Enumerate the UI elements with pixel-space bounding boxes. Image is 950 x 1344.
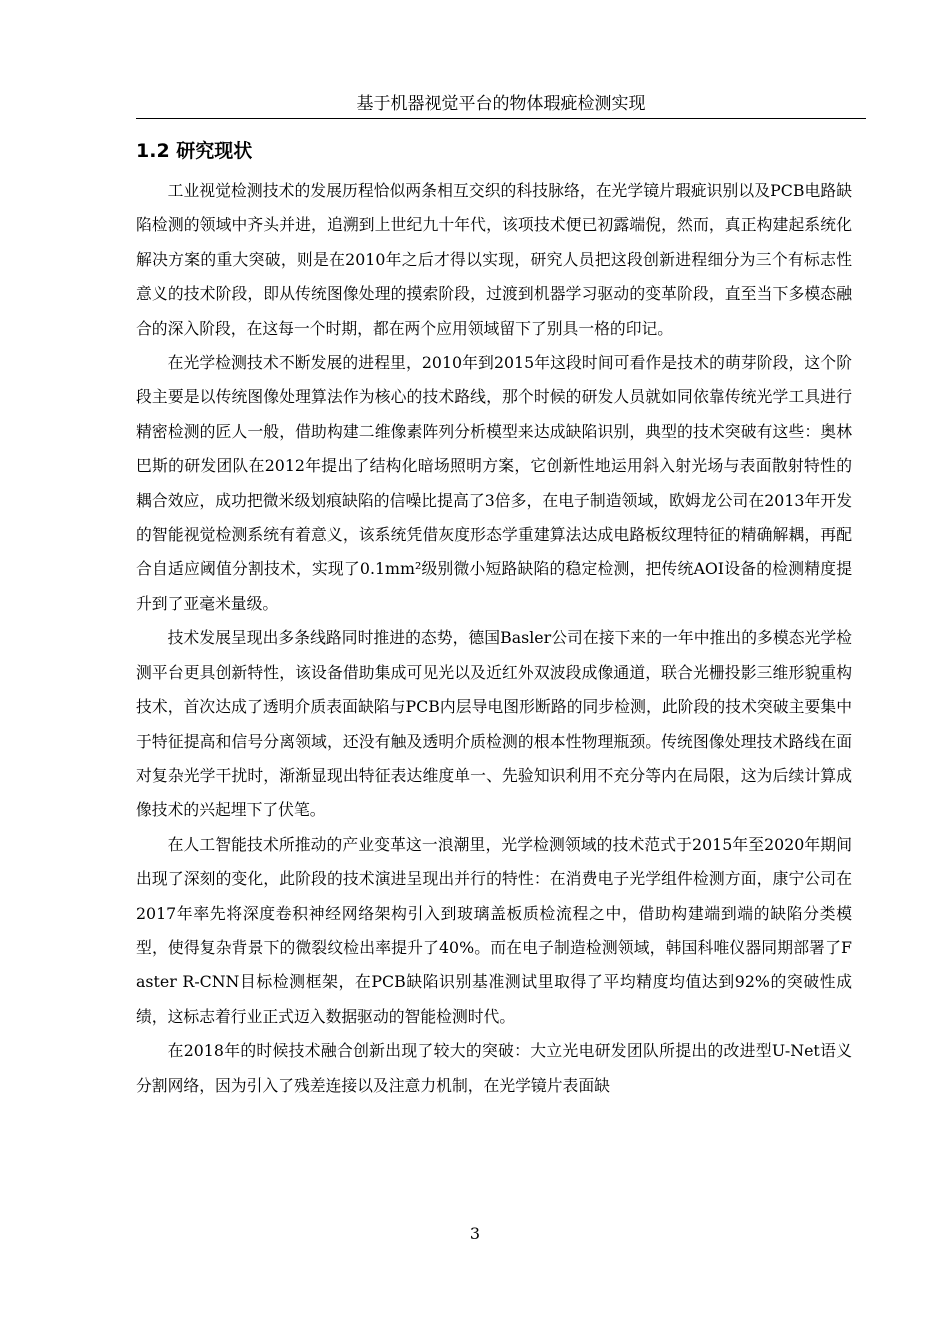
paragraph-4: 在人工智能技术所推动的产业变革这一浪潮里，光学检测领域的技术范式于2015年至2020年期间出现了深刻的变化，此阶段的技术演进呈现出并行的特性：在消费电子光学组件检测方面，康宁公司在2017年率先将深度卷积神经网络架构引入到玻璃盖板质检流程之中，借助构建端到端的缺陷分类模型，使得复杂背景下的微裂纹检出率提升了40%。而在电子制造检测领域，韩国科唯仪器同期部署了Faster R-CNN目标检测框架，在PCB缺陷识别基准测试里取得了平均精度均值达到92%的突破性成绩，这标志着行业正式迈入数据驱动的智能检测时代。 (136, 834, 852, 1026)
body-text (136, 174, 852, 1103)
paragraph-2: 在光学检测技术不断发展的进程里，2010年到2015年这段时间可看作是技术的萌芽阶段，这个阶段主要是以传统图像处理算法作为核心的技术路线，那个时候的研发人员就如同依靠传统光学工具进行精密检测的匠人一般，借助构建二维像素阵列分析模型来达成缺陷识别，典型的技术突破有这些：奥林巴斯的研发团队在2012年提出了结构化暗场照明方案，它创新性地运用斜入射光场与表面散射特性的耦合效应，成功把微米级划痕缺陷的信噪比提高了3倍多，在电子制造领域，欧姆龙公司在2013年开发的智能视觉检测系统有着意义，该系统凭借灰度形态学重建算法达成电路板纹理特征的精确解耦，再配合自适应阈值分割技术，实现了0.1mm²级别微小短路缺陷的稳定检测，把传统AOI设备的检测精度提升到了亚毫米量级。 (136, 353, 852, 613)
paragraph-3: 技术发展呈现出多条线路同时推进的态势，德国Basler公司在接下来的一年中推出的多模态光学检测平台更具创新特性，该设备借助集成可见光以及近红外双波段成像通道，联合光栅投影三维形貌重构技术，首次达成了透明介质表面缺陷与PCB内层导电图形断路的同步检测，此阶段的技术突破主要集中于特征提高和信号分离领域，还没有触及透明介质检测的根本性物理瓶颈。传统图像处理技术路线在面对复杂光学干扰时，渐渐显现出特征表达维度单一、先验知识利用不充分等内在局限，这为后续计算成像技术的兴起埋下了伏笔。 (136, 628, 852, 820)
page-number: 3 (469, 1224, 481, 1243)
section-title: 1.2 研究现状 (136, 140, 253, 162)
paragraph-5: 在2018年的时候技术融合创新出现了较大的突破：大立光电研发团队所提出的改进型U-Net语义分割网络，因为引入了残差连接以及注意力机制，在光学镜片表面缺 (136, 1041, 852, 1095)
page-header: 基于机器视觉平台的物体瑕疵检测实现 (136, 92, 866, 119)
paragraph-1: 工业视觉检测技术的发展历程恰似两条相互交织的科技脉络，在光学镜片瑕疵识别以及PCB电路缺陷检测的领域中齐头并进，追溯到上世纪九十年代，该项技术便已初露端倪，然而，真正构建起系统化解决方案的重大突破，则是在2010年之后才得以实现，研究人员把这段创新进程细分为三个有标志性意义的技术阶段，即从传统图像处理的摸索阶段，过渡到机器学习驱动的变革阶段，直至当下多模态融合的深入阶段，在这每一个时期，都在两个应用领域留下了别具一格的印记。 (136, 181, 852, 338)
